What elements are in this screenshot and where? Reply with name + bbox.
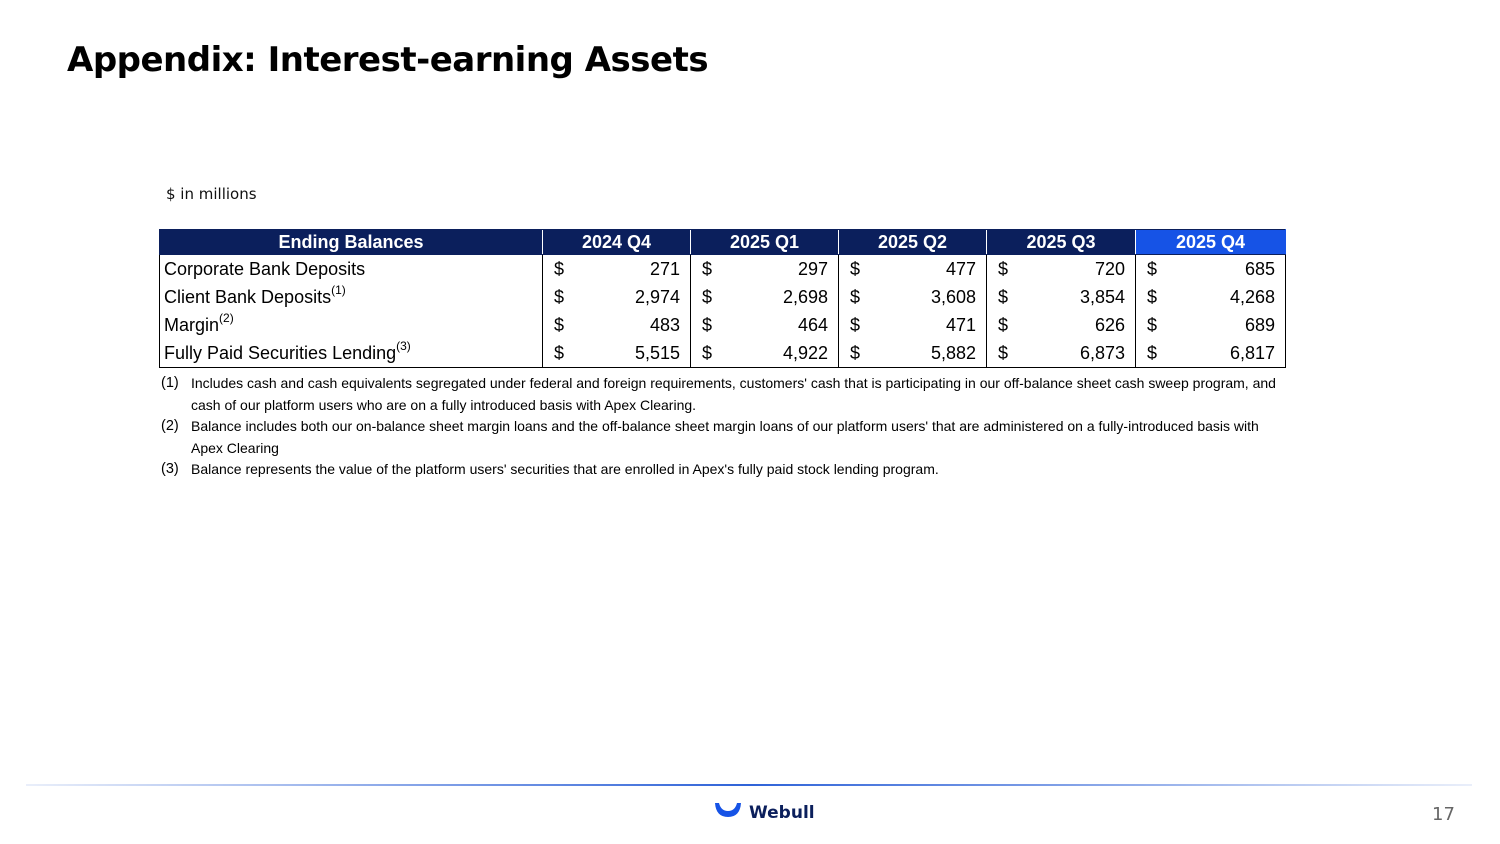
footnotes bbox=[161, 374, 1281, 481]
row-label bbox=[160, 255, 543, 284]
value-amount: 685 bbox=[1244, 258, 1275, 279]
footnote-marker: (1) bbox=[161, 375, 179, 391]
currency-symbol: $ bbox=[554, 286, 565, 307]
header-2025-q4: 2025 Q4 bbox=[1136, 230, 1286, 255]
value-cell bbox=[839, 255, 987, 284]
header-2025-q2: 2025 Q2 bbox=[839, 230, 987, 255]
currency-symbol: $ bbox=[1147, 314, 1158, 335]
value-cell bbox=[987, 283, 1136, 311]
value-cell bbox=[691, 255, 839, 284]
footnote-item bbox=[161, 417, 1281, 459]
value-cell bbox=[543, 311, 691, 339]
footnote-text: Includes cash and cash equivalents segregated under federal and foreign requirements, customers' cash that is participating in our off-balance sheet cash sweep program, and cash of our platform users who are on a fully introduced basis with Apex Clearing. bbox=[191, 375, 1276, 413]
page-title: Appendix: Interest-earning Assets bbox=[67, 40, 709, 80]
footnote-text: Balance includes both our on-balance sheet margin loans and the off-balance sheet margin loans of our platform users' that are administered on a fully-introduced basis with Apex Clearing bbox=[191, 418, 1259, 456]
value-cell bbox=[839, 283, 987, 311]
header-2025-q3: 2025 Q3 bbox=[987, 230, 1136, 255]
currency-symbol: $ bbox=[998, 314, 1009, 335]
currency-symbol: $ bbox=[850, 314, 861, 335]
header-2024-q4: 2024 Q4 bbox=[543, 230, 691, 255]
value-amount: 720 bbox=[1094, 258, 1125, 279]
value-cell bbox=[839, 339, 987, 368]
currency-symbol: $ bbox=[554, 258, 565, 279]
value-amount: 5,515 bbox=[634, 342, 680, 363]
webull-smile-icon bbox=[713, 800, 743, 825]
footnote-marker: (3) bbox=[161, 461, 179, 477]
value-amount: 464 bbox=[797, 314, 828, 335]
value-cell bbox=[691, 283, 839, 311]
table-header-row bbox=[160, 230, 1286, 255]
value-cell bbox=[543, 339, 691, 368]
value-cell bbox=[987, 311, 1136, 339]
currency-symbol: $ bbox=[998, 286, 1009, 307]
footnote-item bbox=[161, 374, 1281, 416]
value-cell bbox=[691, 339, 839, 368]
currency-symbol: $ bbox=[702, 342, 713, 363]
value-amount: 4,268 bbox=[1229, 286, 1275, 307]
footnote-reference: (1) bbox=[331, 282, 346, 297]
row-label-text: Margin bbox=[164, 314, 220, 335]
currency-symbol: $ bbox=[554, 314, 565, 335]
footnote-item bbox=[161, 460, 1281, 480]
currency-symbol: $ bbox=[1147, 258, 1158, 279]
page-number: 17 bbox=[1432, 804, 1455, 825]
value-amount: 2,698 bbox=[782, 286, 828, 307]
table-row bbox=[160, 339, 1286, 368]
value-amount: 477 bbox=[945, 258, 976, 279]
currency-symbol: $ bbox=[850, 286, 861, 307]
currency-symbol: $ bbox=[850, 342, 861, 363]
value-cell bbox=[1136, 255, 1286, 284]
row-label-text: Fully Paid Securities Lending bbox=[164, 342, 397, 363]
currency-symbol: $ bbox=[998, 342, 1009, 363]
value-cell bbox=[543, 283, 691, 311]
value-amount: 471 bbox=[945, 314, 976, 335]
footnote-reference: (2) bbox=[219, 310, 234, 325]
currency-symbol: $ bbox=[702, 314, 713, 335]
row-label bbox=[160, 311, 543, 339]
value-amount: 6,817 bbox=[1229, 342, 1275, 363]
value-cell bbox=[1136, 283, 1286, 311]
value-cell bbox=[1136, 311, 1286, 339]
value-amount: 3,854 bbox=[1079, 286, 1125, 307]
value-amount: 483 bbox=[649, 314, 680, 335]
value-cell bbox=[839, 311, 987, 339]
units-note: $ in millions bbox=[166, 185, 257, 203]
header-ending-balances: Ending Balances bbox=[160, 230, 543, 255]
currency-symbol: $ bbox=[850, 258, 861, 279]
value-amount: 4,922 bbox=[782, 342, 828, 363]
value-amount: 3,608 bbox=[930, 286, 976, 307]
value-amount: 271 bbox=[649, 258, 680, 279]
currency-symbol: $ bbox=[554, 342, 565, 363]
currency-symbol: $ bbox=[702, 258, 713, 279]
footnote-marker: (2) bbox=[161, 418, 179, 434]
footer-divider bbox=[26, 784, 1472, 786]
value-amount: 2,974 bbox=[634, 286, 680, 307]
footnote-text: Balance represents the value of the platform users' securities that are enrolled in Apex's fully paid stock lending program. bbox=[191, 461, 939, 477]
footnote-reference: (3) bbox=[396, 338, 411, 353]
value-cell bbox=[987, 339, 1136, 368]
currency-symbol: $ bbox=[1147, 342, 1158, 363]
currency-symbol: $ bbox=[1147, 286, 1158, 307]
currency-symbol: $ bbox=[998, 258, 1009, 279]
value-cell bbox=[987, 255, 1136, 284]
table-row bbox=[160, 283, 1286, 311]
value-amount: 6,873 bbox=[1079, 342, 1125, 363]
value-amount: 689 bbox=[1244, 314, 1275, 335]
row-label bbox=[160, 339, 543, 368]
webull-logo bbox=[713, 800, 815, 825]
value-cell bbox=[691, 311, 839, 339]
row-label-text: Corporate Bank Deposits bbox=[164, 258, 366, 279]
table-row bbox=[160, 311, 1286, 339]
value-cell bbox=[1136, 339, 1286, 368]
ending-balances-table bbox=[159, 229, 1286, 368]
header-2025-q1: 2025 Q1 bbox=[691, 230, 839, 255]
logo-text: Webull bbox=[749, 802, 815, 823]
row-label bbox=[160, 283, 543, 311]
currency-symbol: $ bbox=[702, 286, 713, 307]
value-cell bbox=[543, 255, 691, 284]
value-amount: 5,882 bbox=[930, 342, 976, 363]
value-amount: 626 bbox=[1094, 314, 1125, 335]
table-row bbox=[160, 255, 1286, 284]
value-amount: 297 bbox=[797, 258, 828, 279]
row-label-text: Client Bank Deposits bbox=[164, 286, 332, 307]
